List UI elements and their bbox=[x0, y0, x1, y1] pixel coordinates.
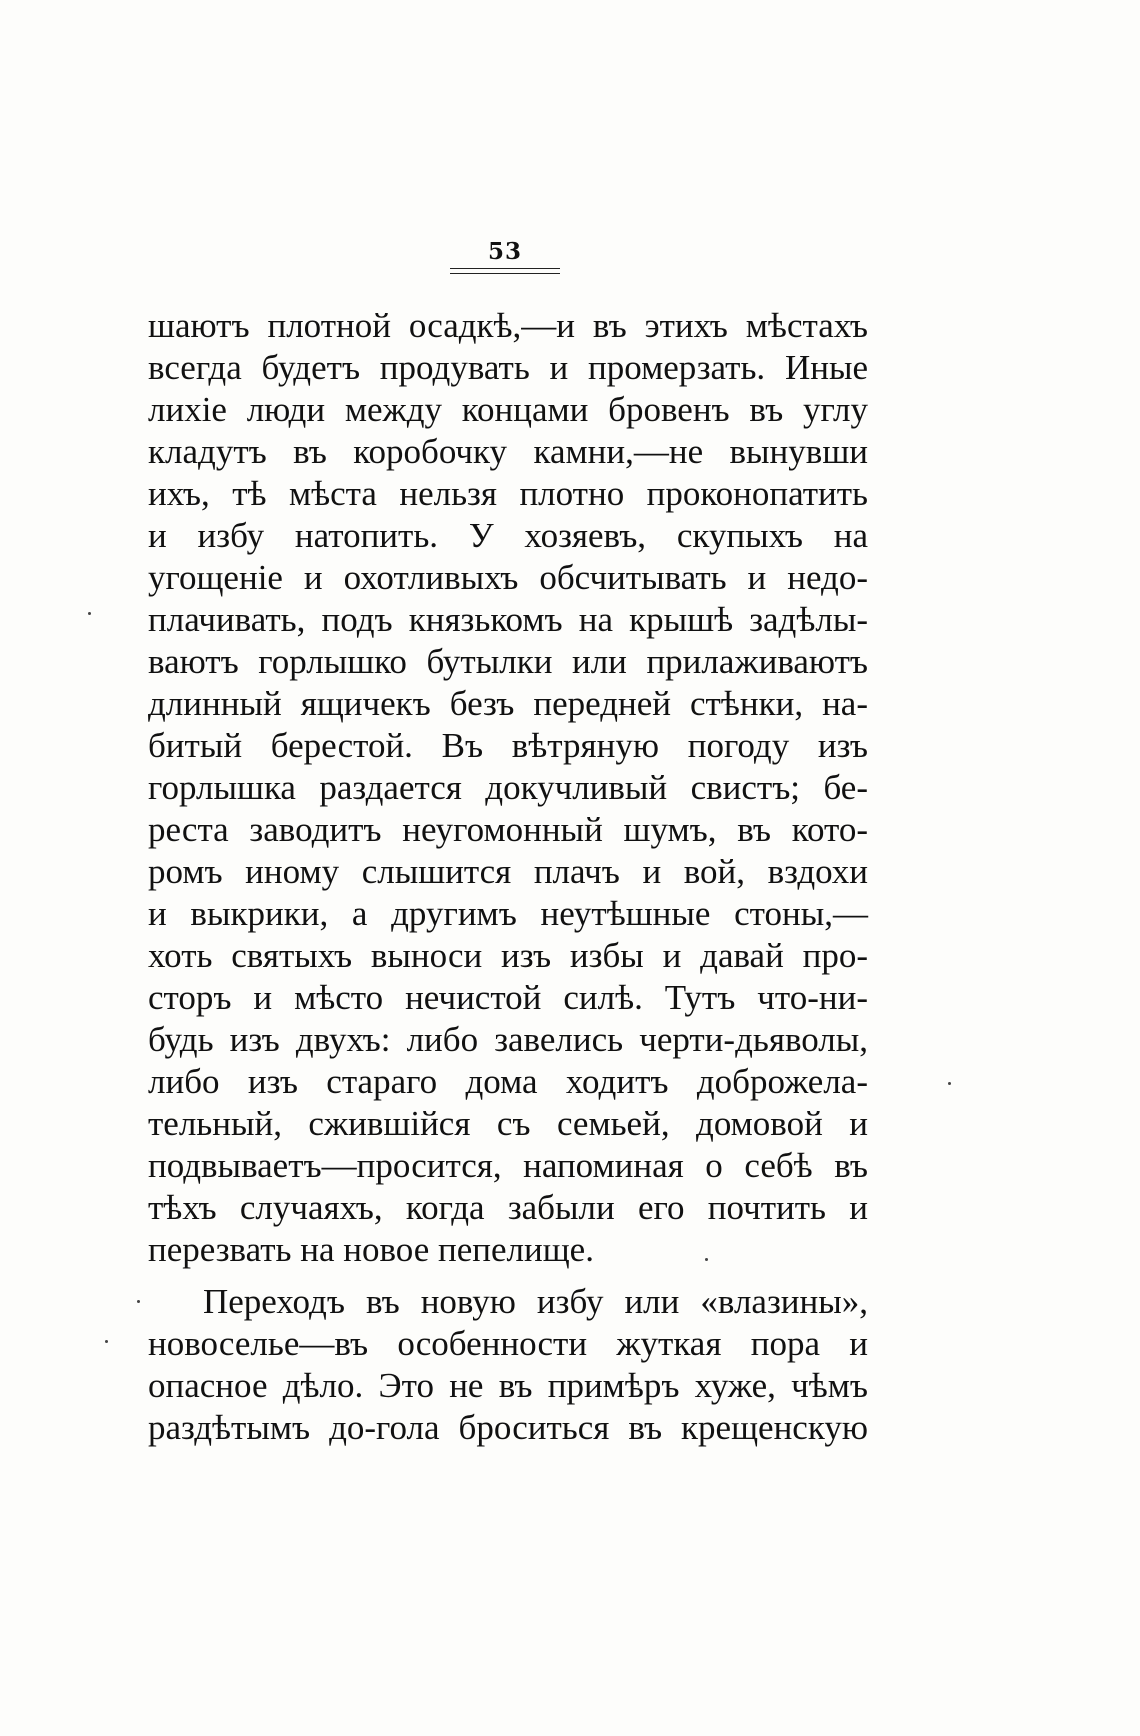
text-line: угощеніе и охотливыхъ обсчитывать и недо- bbox=[148, 558, 868, 597]
text-line: длинный ящичекъ безъ передней стѣнки, на- bbox=[148, 684, 868, 723]
header-rule-bottom bbox=[450, 273, 560, 274]
text-line: битый берестой. Въ вѣтряную погоду изъ bbox=[148, 726, 868, 765]
scan-speck bbox=[105, 1340, 108, 1343]
text-line: раздѣтымъ до-гола броситься въ крещенскую bbox=[148, 1408, 868, 1447]
text-line: всегда будетъ продувать и промерзать. Иные bbox=[148, 348, 868, 387]
text-line: лихіе люди между концами бровенъ въ углу bbox=[148, 390, 868, 429]
text-line: новоселье—въ особенности жуткая пора и bbox=[148, 1324, 868, 1363]
text-line: тельный, сжившійся съ семьей, домовой и bbox=[148, 1104, 868, 1143]
text-line: сторъ и мѣсто нечистой силѣ. Тутъ что-ни- bbox=[148, 978, 868, 1017]
text-line: кладутъ въ коробочку камни,—не вынувши bbox=[148, 432, 868, 471]
text-line: будь изъ двухъ: либо завелись черти-дьяволы, bbox=[148, 1020, 868, 1059]
text-line: либо изъ стараго дома ходитъ доброжела- bbox=[148, 1062, 868, 1101]
scan-speck bbox=[88, 612, 91, 615]
page-number: 53 bbox=[487, 238, 522, 265]
text-line: ромъ иному слышится плачъ и вой, вздохи bbox=[148, 852, 868, 891]
text-line: Переходъ въ новую избу или «влазины», bbox=[203, 1282, 868, 1321]
body-text bbox=[148, 305, 868, 1449]
scan-speck bbox=[137, 1300, 140, 1303]
scan-speck bbox=[705, 1258, 708, 1261]
text-line: опасное дѣло. Это не въ примѣръ хуже, чѣмъ bbox=[148, 1366, 868, 1405]
text-line: шаютъ плотной осадкѣ,—и въ этихъ мѣстахъ bbox=[148, 306, 868, 345]
text-line: и выкрики, а другимъ неутѣшные стоны,— bbox=[148, 894, 868, 933]
scan-speck bbox=[948, 1082, 951, 1085]
text-line: горлышка раздается докучливый свистъ; бе- bbox=[148, 768, 868, 807]
text-line: реста заводитъ неугомонный шумъ, въ кото- bbox=[148, 810, 868, 849]
text-line: перезвать на новое пепелище. bbox=[148, 1230, 594, 1269]
text-line: хоть святыхъ выноси изъ избы и давай про- bbox=[148, 936, 868, 975]
text-line: плачивать, подъ князькомъ на крышѣ задѣлы- bbox=[148, 600, 868, 639]
text-line: и избу натопить. У хозяевъ, скупыхъ на bbox=[148, 516, 868, 555]
text-line: ихъ, тѣ мѣста нельзя плотно проконопатить bbox=[148, 474, 868, 513]
text-line: ваютъ горлышко бутылки или прилаживаютъ bbox=[148, 642, 868, 681]
header-rule-top bbox=[450, 268, 560, 269]
text-line: подвываетъ—просится, напоминая о себѣ въ bbox=[148, 1146, 868, 1185]
text-line: тѣхъ случаяхъ, когда забыли его почтить и bbox=[148, 1188, 868, 1227]
paragraph-gap bbox=[148, 1271, 868, 1281]
